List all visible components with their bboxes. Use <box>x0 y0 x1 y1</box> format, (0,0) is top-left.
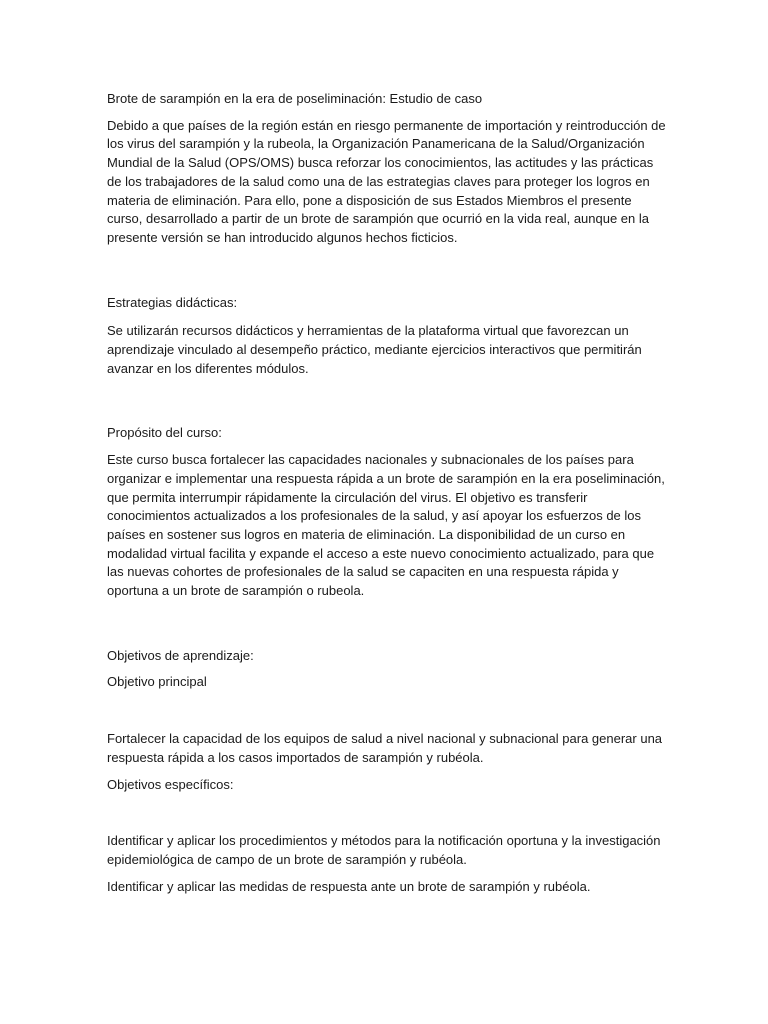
main-objective-paragraph: Fortalecer la capacidad de los equipos de salud a nivel nacional y subnacional para generar una respuesta rápida a los casos importados de sarampión y rubéola. <box>107 731 663 765</box>
objectives-heading: Objetivos de aprendizaje: <box>107 647 254 663</box>
purpose-paragraph: Este curso busca fortalecer las capacidades nacionales y subnacionales de los países para organizar e implementar una respuesta rápida a un brote de sarampión en la era poseliminación, que permita interrumpir rápidamente la circulación del virus. El objetivo es transferir conocimientos actualizados a los profesionales de la salud, y así apoyar los esfuerzos de los países en sostener sus logros en materia de eliminación. La disponibilidad de un curso en modalidad virtual facilita y expande el acceso a este nuevo conocimiento actualizado, para que las nuevas cohortes de profesionales de la salud se capaciten en una respuesta rápida y oportuna a un brote de sarampión o rubeola. <box>107 452 665 599</box>
strategies-paragraph: Se utilizarán recursos didácticos y herramientas de la plataforma virtual que favorezcan un aprendizaje vinculado al desempeño práctico, mediante ejercicios interactivos que permitirán avanzar en los diferentes módulos. <box>107 323 642 376</box>
document-page <box>107 90 667 896</box>
main-objective-heading: Objetivo principal <box>107 674 207 690</box>
specific-objective-item: Identificar y aplicar los procedimientos y métodos para la notificación oportuna y la investigación epidemiológica de campo de un brote de sarampión y rubéola. <box>107 833 661 867</box>
specific-objectives-heading: Objetivos específicos: <box>107 776 234 792</box>
intro-paragraph: Debido a que países de la región están en riesgo permanente de importación y reintroducción de los virus del sarampión y la rubeola, la Organización Panamericana de la Salud/Organización Mundial de la Salud (OPS/OMS) busca reforzar los conocimientos, las actitudes y las prácticas de los trabajadores de la salud como una de las estrategias claves para proteger los logros en materia de eliminación. Para ello, pone a disposición de sus Estados Miembros el presente curso, desarrollado a partir de un brote de sarampión que ocurrió en la vida real, aunque en la presente versión se han introducido algunos hechos ficticios. <box>107 117 666 245</box>
strategies-heading: Estrategias didácticas: <box>107 294 238 310</box>
purpose-heading: Propósito del curso: <box>107 425 222 441</box>
document-title: Brote de sarampión en la era de poseliminación: Estudio de caso <box>107 91 483 106</box>
specific-objective-item: Identificar y aplicar las medidas de respuesta ante un brote de sarampión y rubéola. <box>107 878 591 894</box>
